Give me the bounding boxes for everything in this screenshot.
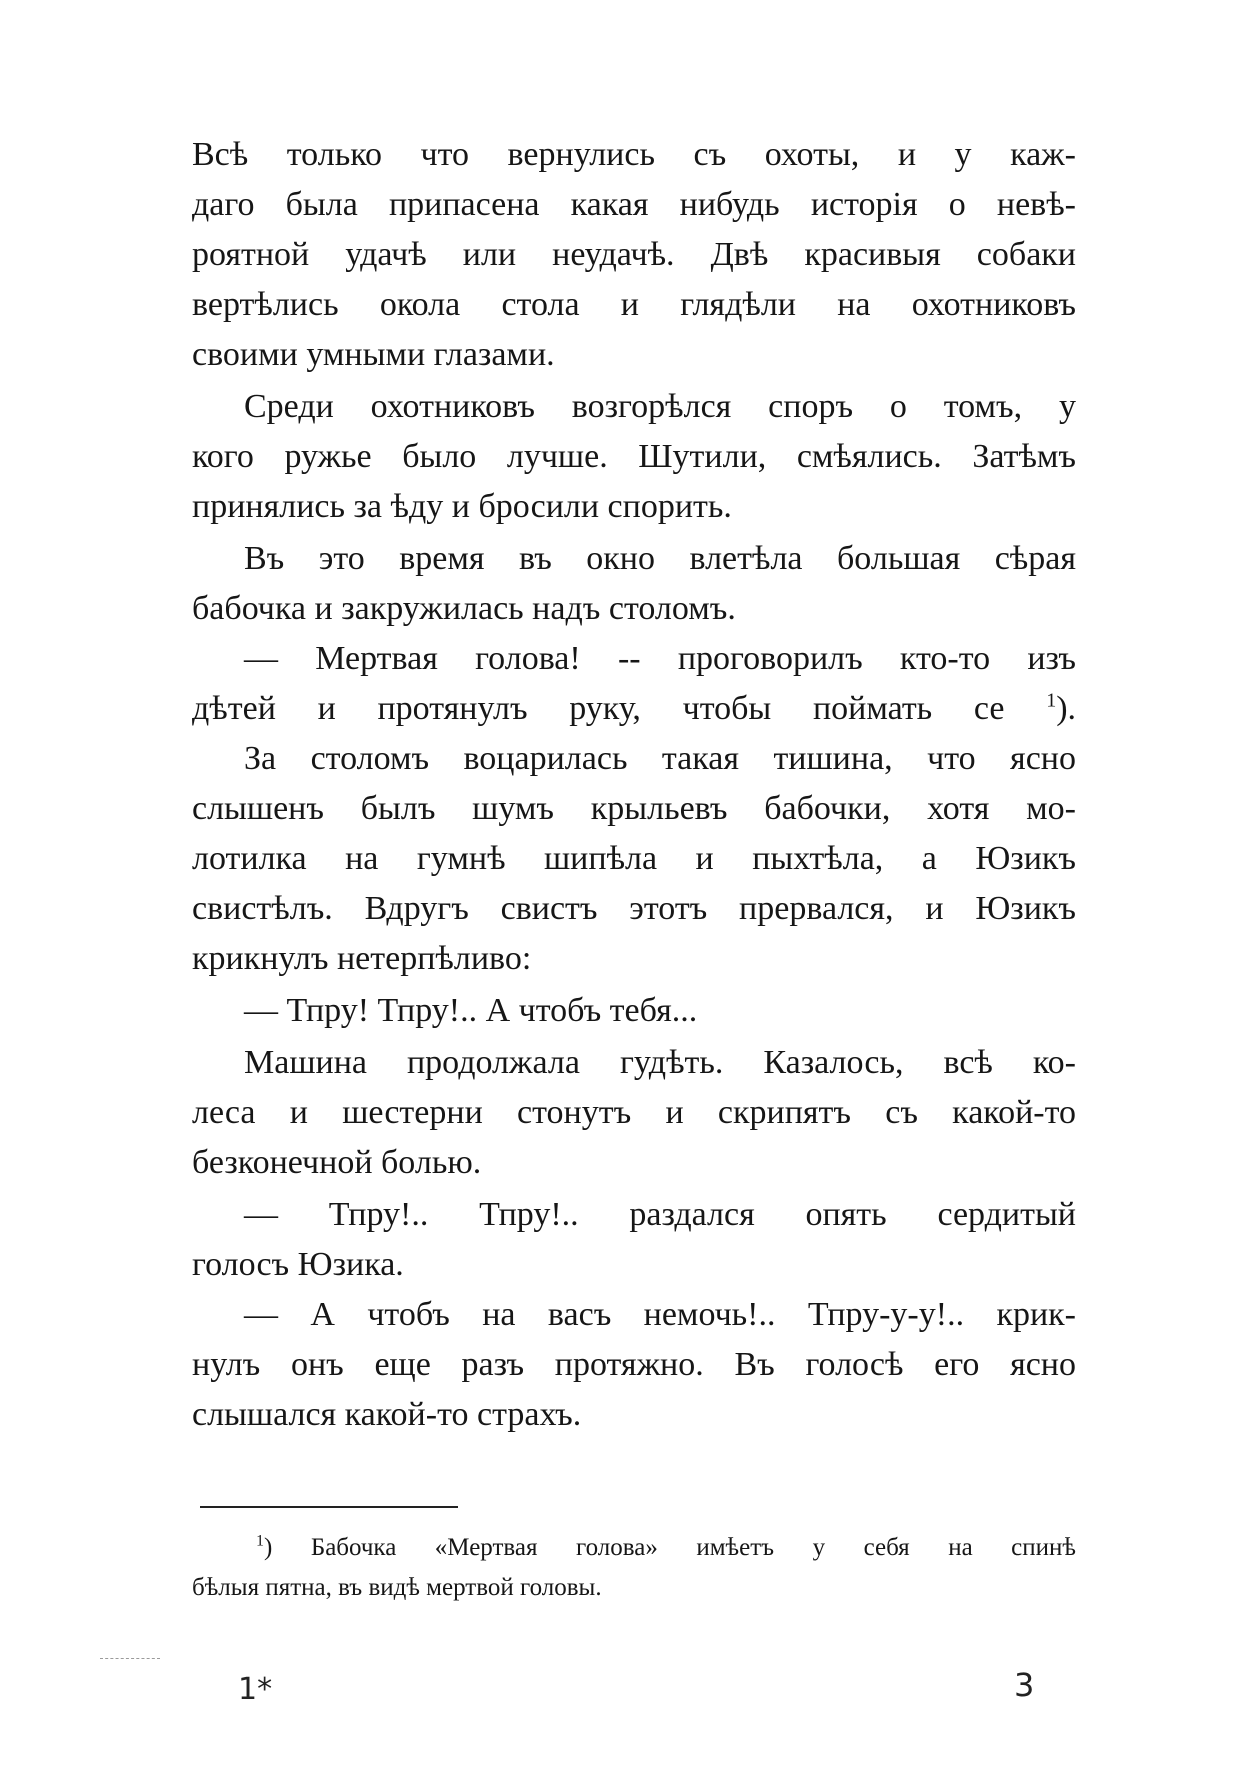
text-line: голосъ Юзика. xyxy=(192,1246,404,1283)
text-line: Машина продолжала гудѣть. Казалось, всѣ ко- xyxy=(244,1044,1076,1081)
line-tail: ). xyxy=(1056,690,1077,727)
text-line: своими умными глазами. xyxy=(192,336,555,373)
text-line: Въ это время въ окно влетѣла большая сѣрая xyxy=(244,540,1076,577)
footnote-text: ) Бабочка «Мертвая голова» имѣетъ у себя на спинѣ xyxy=(264,1534,1076,1561)
footnote-marker: 1 xyxy=(256,1532,264,1550)
footnote-divider xyxy=(200,1506,458,1508)
text-line: роятной удачѣ или неудачѣ. Двѣ красивыя собаки xyxy=(192,236,1076,273)
line-text: дѣтей и протянулъ руку, чтобы поймать се xyxy=(192,690,1005,727)
text-line: нулъ онъ еще разъ протяжно. Въ голосѣ его ясно xyxy=(192,1346,1076,1383)
page-number: 3 xyxy=(1014,1666,1035,1704)
text-line: слышенъ былъ шумъ крыльевъ бабочки, хотя мо- xyxy=(192,790,1076,827)
text-line: вертѣлись окола стола и глядѣли на охотниковъ xyxy=(192,286,1076,323)
footnote-line xyxy=(192,1528,1076,1568)
text-line: — Тпру!.. Тпру!.. раздался опять сердитый xyxy=(244,1196,1076,1233)
footnote-line: бѣлыя пятна, въ видѣ мертвой головы. xyxy=(192,1574,602,1601)
footnote xyxy=(192,1528,1076,1608)
text-line: лотилка на гумнѣ шипѣла и пыхтѣла, а Юзикъ xyxy=(192,840,1076,877)
text-line: — Тпру! Тпру!.. А чтобъ тебя... xyxy=(244,992,698,1029)
text-line: слышался какой-то страхъ. xyxy=(192,1396,582,1433)
text-line: крикнулъ нетерпѣливо: xyxy=(192,940,532,977)
text-line: — А чтобъ на васъ немочь!.. Тпру-у-у!.. крик- xyxy=(244,1296,1076,1333)
text-line: свистѣлъ. Вдругъ свистъ этотъ прервался, и Юзикъ xyxy=(192,890,1076,927)
text-line-with-footnote xyxy=(192,684,1076,734)
body-text xyxy=(192,130,1076,1440)
text-line: безконечной болью. xyxy=(192,1144,482,1181)
scan-artifact xyxy=(100,1658,160,1659)
text-line: даго была припасена какая нибудь исторія о невѣ- xyxy=(192,186,1076,223)
signature-mark: 1* xyxy=(238,1672,273,1707)
text-line: За столомъ воцарилась такая тишина, что ясно xyxy=(244,740,1076,777)
text-line: принялись за ѣду и бросили спорить. xyxy=(192,488,732,525)
text-line: кого ружье было лучше. Шутили, смѣялись. Затѣмъ xyxy=(192,438,1076,475)
text-line: леса и шестерни стонутъ и скрипятъ съ какой-то xyxy=(192,1094,1076,1131)
footnote-reference: 1 xyxy=(1046,689,1057,712)
text-line: бабочка и закружилась надъ столомъ. xyxy=(192,590,736,627)
text-line: Среди охотниковъ возгорѣлся споръ о томъ, у xyxy=(244,388,1076,425)
text-line: Всѣ только что вернулись съ охоты, и у каж- xyxy=(192,136,1076,173)
text-line: — Мертвая голова! -- проговорилъ кто-то изъ xyxy=(244,640,1076,677)
